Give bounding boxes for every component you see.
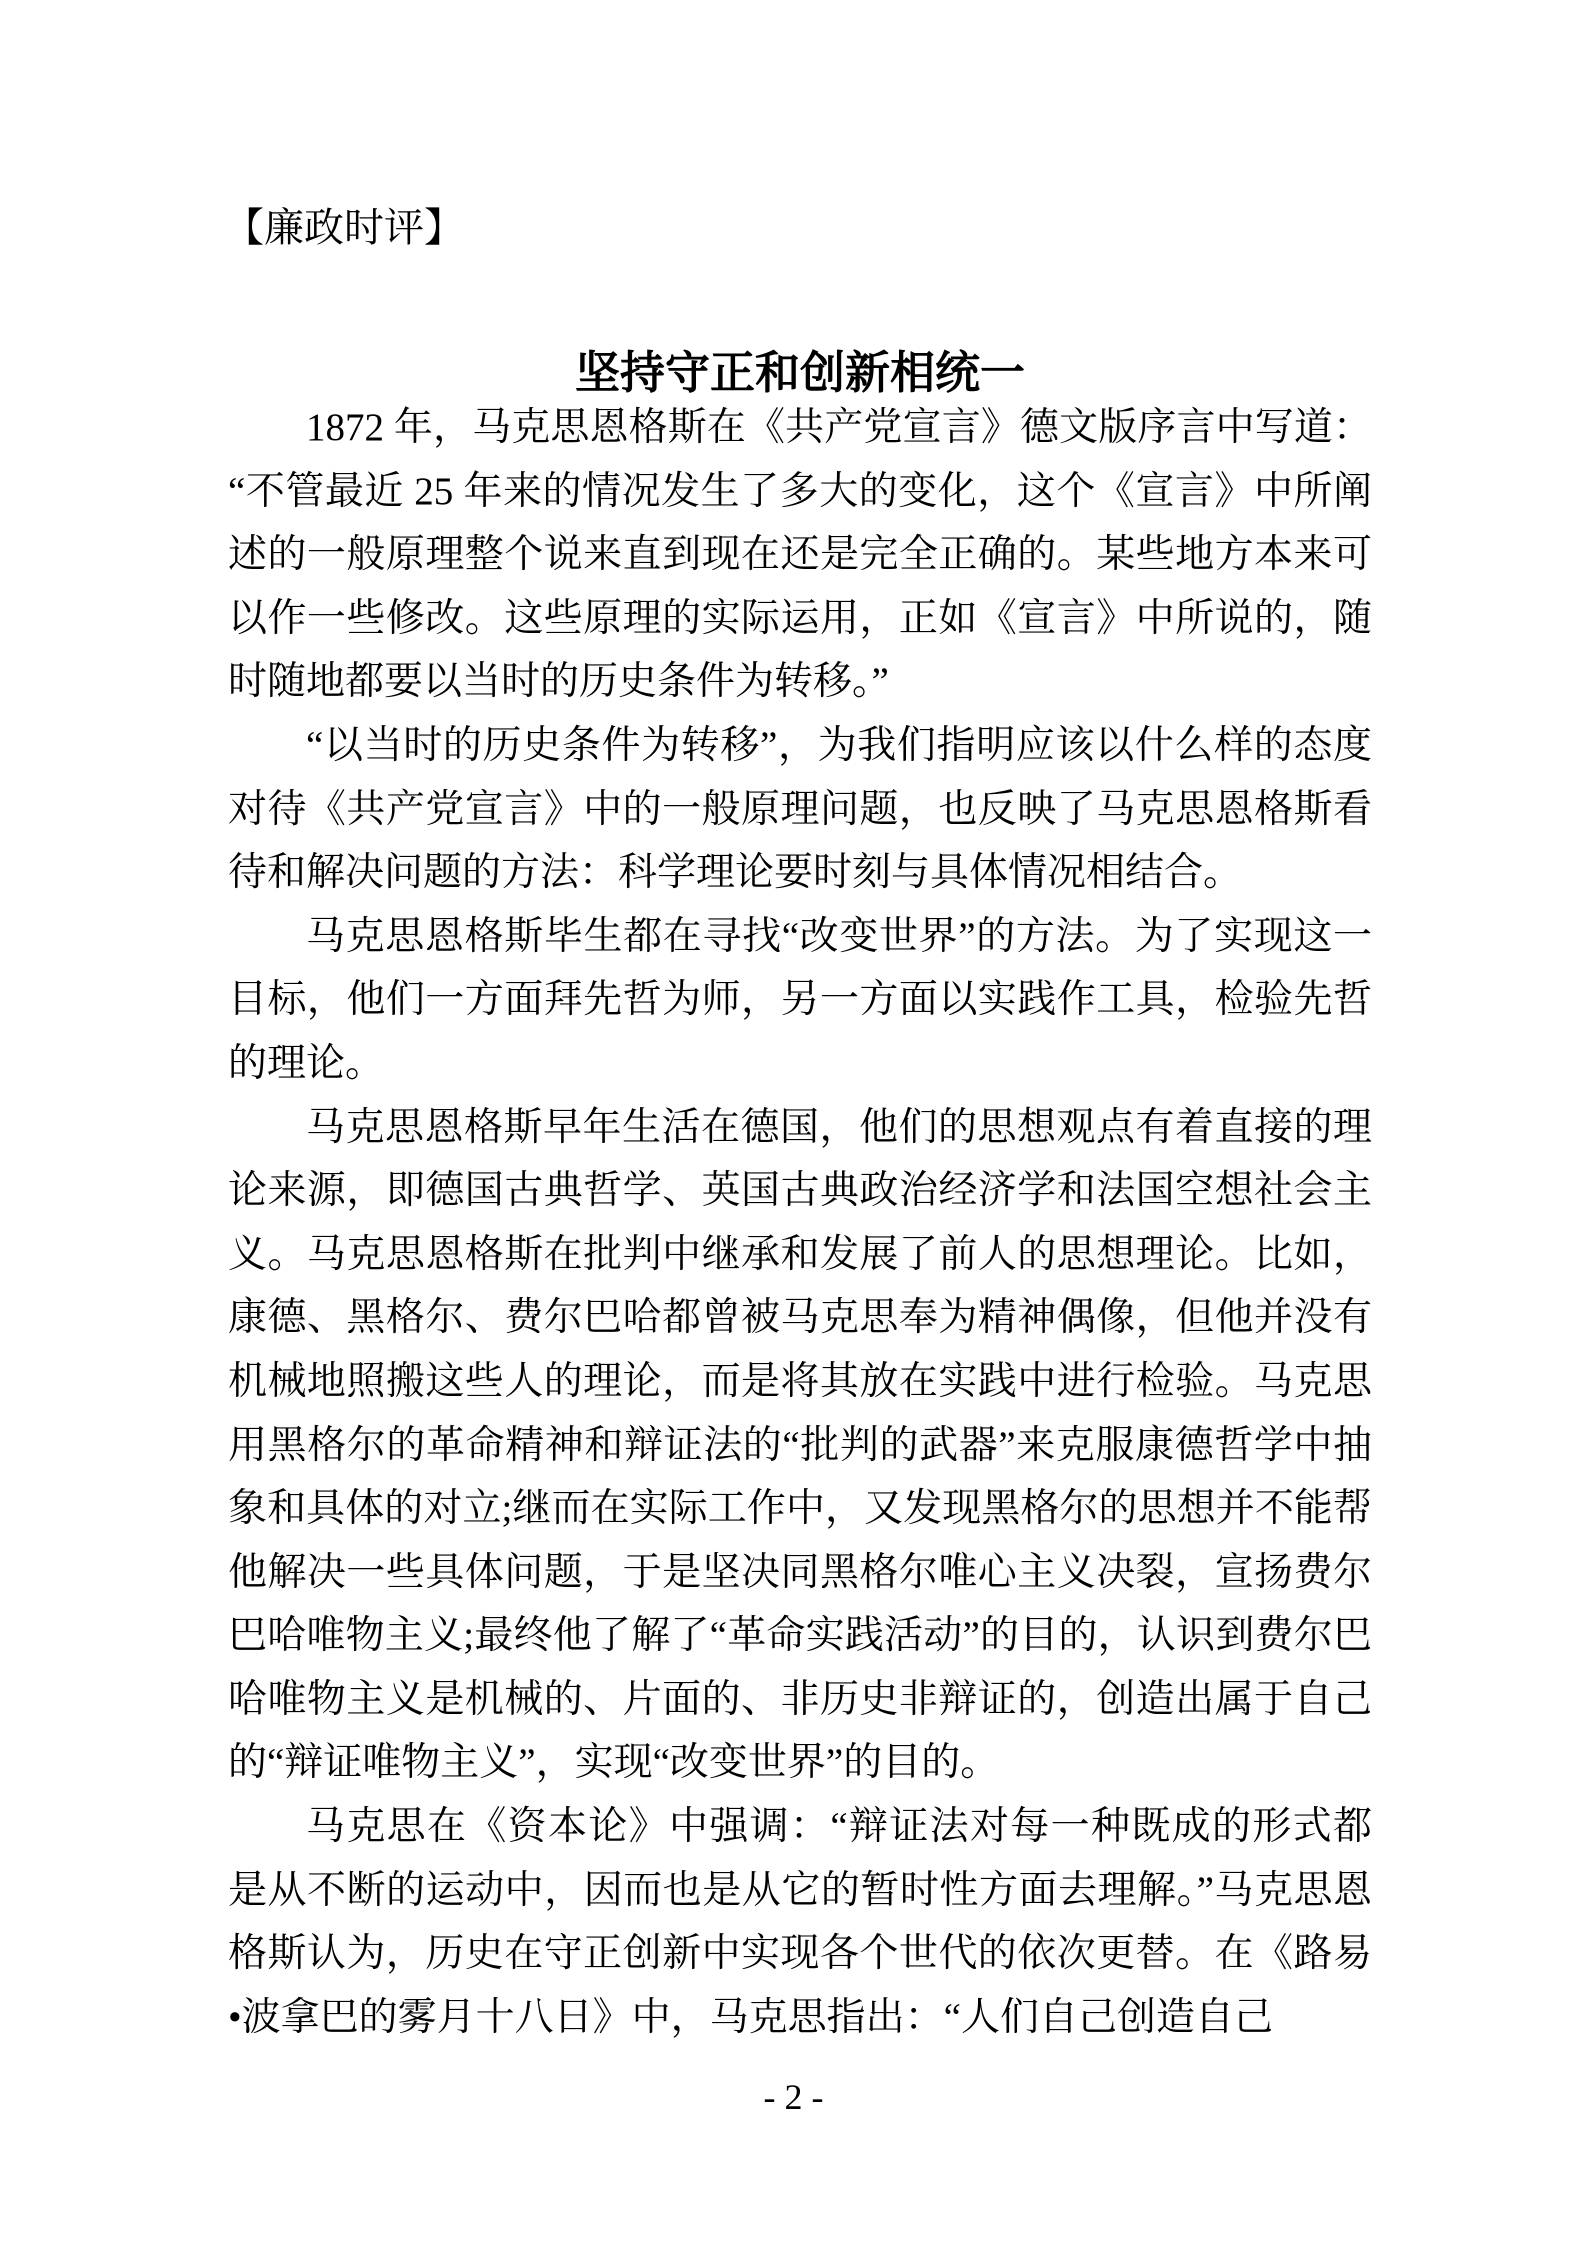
paragraph: “以当时的历史条件为转移”，为我们指明应该以什么样的态度对待《共产党宣言》中的一般原理问题，也反映了马克思恩格斯看待和解决问题的方法：科学理论要时刻与具体情况相结合。: [228, 723, 1372, 895]
paragraph: 1872 年，马克思恩格斯在《共产党宣言》德文版序言中写道：“不管最近 25 年来的情况发生了多大的变化，这个《宣言》中所阐述的一般原理整个说来直到现在还是完全正确的。某些地方本来可以作一些修改。这些原理的实际运用，正如《宣言》中所说的，随时随地都要以当时的历史条件为转移。”: [228, 406, 1372, 704]
document-title: 坚持守正和创新相统一: [574, 348, 1025, 399]
page-number: - 2 -: [763, 2077, 824, 2117]
section-tag: 【廉政时评】: [224, 205, 464, 250]
paragraph: 马克思恩格斯毕生都在寻找“改变世界”的方法。为了实现这一目标，他们一方面拜先哲为师，另一方面以实践作工具，检验先哲的理论。: [228, 914, 1372, 1085]
paragraph: 马克思在《资本论》中强调：“辩证法对每一种既成的形式都是从不断的运动中，因而也是从它的暂时性方面去理解。”马克思恩格斯认为，历史在守正创新中实现各个世代的依次更替。在《路易•波拿巴的雾月十八日》中，马克思指出：“人们自己创造自己: [228, 1805, 1372, 2039]
paragraph: 马克思恩格斯早年生活在德国，他们的思想观点有着直接的理论来源，即德国古典哲学、英国古典政治经济学和法国空想社会主义。马克思恩格斯在批判中继承和发展了前人的思想理论。比如，康德、黑格尔、费尔巴哈都曾被马克思奉为精神偶像，但他并没有机械地照搬这些人的理论，而是将其放在实践中进行检验。马克思用黑格尔的革命精神和辩证法的“批判的武器”来克服康德哲学中抽象和具体的对立;继而在实际工作中，又发现黑格尔的思想并不能帮他解决一些具体问题，于是坚决同黑格尔唯心主义决裂，宣扬费尔巴哈唯物主义;最终他了解了“革命实践活动”的目的，认识到费尔巴哈唯物主义是机械的、片面的、非历史非辩证的，创造出属于自己的“辩证唯物主义”，实现“改变世界”的目的。: [228, 1105, 1372, 1785]
document-body: [228, 396, 1372, 2049]
